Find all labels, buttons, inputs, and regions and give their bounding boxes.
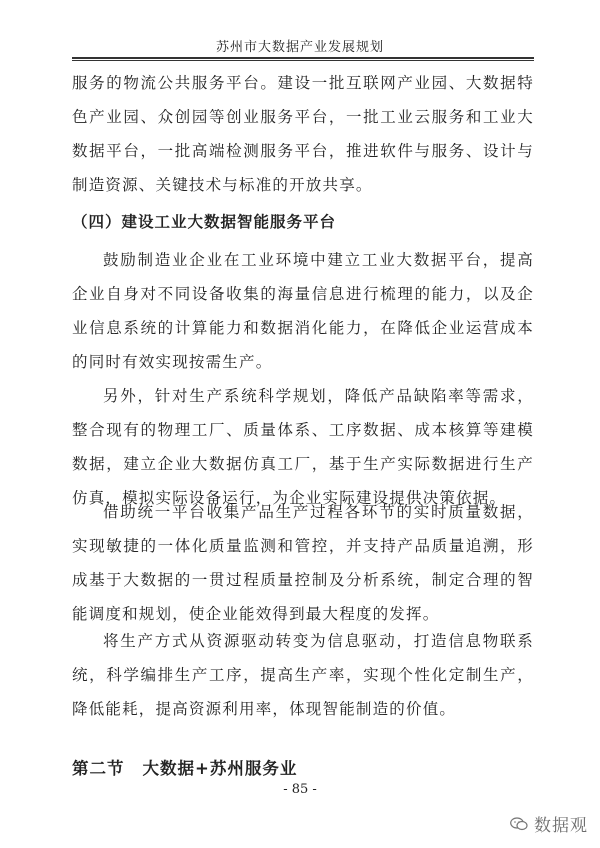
section-name: 大数据+苏州服务业 — [142, 759, 298, 778]
section-title — [72, 755, 297, 779]
paragraph: 另外，针对生产系统科学规划，降低产品缺陷率等需求，整合现有的物理工厂、质量体系、工序数据、成本核算等建模数据，建立企业大数据仿真工厂，基于生产实际数据进行生产仿真，模拟实际设备运行，为企业实际建设提供决策依据。 — [72, 387, 534, 507]
subsection — [72, 205, 534, 239]
subsection-heading: （四）建设工业大数据智能服务平台 — [72, 212, 337, 231]
paragraph: 将生产方式从资源驱动转变为信息驱动，打造信息物联系统，科学编排生产工序，提高生产率，实现个性化定制生产，降低能耗，提高资源利用率，体现智能制造的价值。 — [72, 632, 534, 718]
wechat-icon — [510, 817, 528, 831]
body-text — [72, 66, 534, 202]
continuation-paragraph: 服务的物流公共服务平台。建设一批互联网产业园、大数据特色产业园、众创园等创业服务平台，一批工业云服务和工业大数据平台，一批高端检测服务平台，推进软件与服务、设计与制造资源、关键技术与标准的开放共享。 — [72, 74, 534, 194]
section-number: 第二节 — [72, 759, 125, 778]
watermark-text: 数据观 — [534, 816, 588, 836]
paragraph: 借助统一平台收集产品生产过程各环节的实时质量数据，实现敏捷的一体化质量监测和管控，并支持产品质量追溯，形成基于大数据的一贯过程质量控制及分析系统，制定合理的智能调度和规划，使企业能效得到最大程度的发挥。 — [72, 503, 534, 623]
paragraph-block — [72, 624, 534, 726]
running-header: 苏州市大数据产业发展规划 — [215, 40, 384, 55]
header-rule-thin — [72, 60, 534, 61]
header-rule — [72, 57, 534, 59]
page-number: - 85 - — [283, 782, 317, 797]
watermark — [510, 811, 588, 836]
paragraph: 鼓励制造业企业在工业环境中建立工业大数据平台，提高企业自身对不同设备收集的海量信息进行梳理的能力，以及企业信息系统的计算能力和数据消化能力，在降低企业运营成本的同时有效实现按需生产。 — [72, 251, 534, 371]
paragraph-block — [72, 243, 534, 379]
paragraph-block — [72, 495, 534, 631]
